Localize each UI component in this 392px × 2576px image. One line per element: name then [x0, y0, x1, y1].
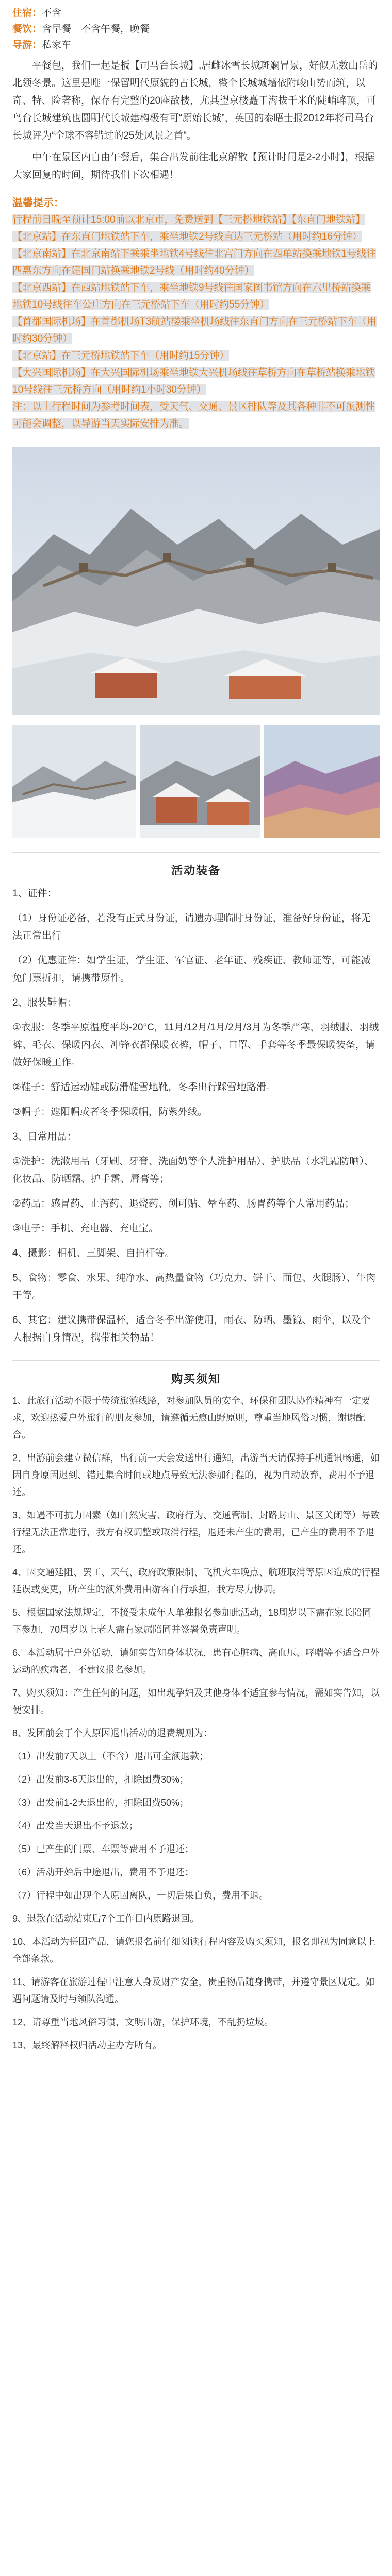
purchase-item: 5、根据国家法规规定，不接受未成年人单独报名参加此活动，18周岁以下需在家长陪同下参加，70周岁以上老人需有家属陪同并签署免责声明。 — [12, 1607, 372, 1635]
refund-rule: （1）出发前7天以上（不含）退出可全额退款； — [12, 1751, 209, 1761]
notice-line-7: 【大兴国际机场】在大兴国际机场乘坐地铁大兴机场线往草桥方向在草桥站换乘地铁10号线往三元桥方向（用时约1小时30分钟） — [12, 367, 375, 395]
photo-thumbnails — [12, 725, 380, 838]
purchase-banner — [12, 1360, 380, 1386]
refund-rule: （3）出发前1-2天退出的，扣除团费50%； — [12, 1798, 189, 1808]
equipment-sub: ③帽子：遮阳帽或者冬季保暖帽，防紫外线。 — [12, 1107, 208, 1117]
equipment-item: 5、食物：零食、水果、纯净水、高热量食物（巧克力、饼干、面包、火腿肠）、牛肉干等。 — [12, 1273, 376, 1301]
equipment-sub: ①衣服：冬季平原温度平均-20°C，11月/12月/1月/2月/3月为冬季严寒，羽绒服、羽绒裤、毛衣、保暖内衣、冲锋衣都保暖衣裤，帽子、口罩、手套等冬季最保暖装备，请做好保暖工作。 — [12, 1022, 379, 1068]
intro-paragraph-1: 平餐包，我们一起是板【司马台长城】,居雌冰雪长城斑斓冒景，好似无数山岳的北领冬景。这里是唯一保留明代原貌的古长城，整个长城城墙依附峻山势而筑，以奇、特、险著称，保存有完整的20座敌楼，尤其望京楼矗于海拔千米的陡峭峰顶，可鸟台长城建筑也圆明代长城建构极有可“原始长城”，英国的泰晤士报2012年将司马台长城评为“全球不容错过的25处风景之首”。 — [12, 60, 378, 141]
info-meals: 餐饮：含早餐｜不含午餐，晚餐 — [12, 24, 150, 35]
refund-rule: （4）出发当天退出不予退款； — [12, 1821, 139, 1831]
notice-line-1: 行程前日晚至预计15:00前以北京市，免费送到【三元桥地铁站】【东直门地铁站】 — [12, 214, 366, 225]
purchase-item: 9、退款在活动结束后7个工作日内原路退回。 — [12, 1913, 200, 1924]
purchase-item: 10、本活动为拼团产品，请您报名前仔细阅读行程内容及购买须知，报名即视为同意以上全部条款。 — [12, 1937, 376, 1964]
equipment-sub: （1）身份证必备，若没有正式身份证，请遗办理临时身份证，准备好身份证，将无法正常出行 — [12, 913, 371, 941]
equipment-banner — [12, 852, 380, 878]
notice-title: 温馨提示： — [12, 197, 64, 209]
equipment-title: 活动装备 — [171, 864, 221, 877]
equipment-sub: （2）优惠证件：如学生证，学生证、军官证、老年证、残疾证、教师证等，可能减免门票折扣，请携带原件。 — [12, 955, 371, 984]
equipment-item: 6、其它：建议携带保温杯，适合冬季出游使用，雨衣、防晒、墨镜、雨伞，以及个人根据自身情况，携带相关物品！ — [12, 1315, 371, 1343]
equipment-sub: ②鞋子：舒适运动鞋或防滑鞋雪地靴，冬季出行踩雪地路滑。 — [12, 1082, 276, 1093]
purchase-item: 13、最终解释权归活动主办方所有。 — [12, 2040, 162, 2050]
great-wall-image — [12, 447, 380, 715]
equipment-item: 3、日常用品： — [12, 1131, 77, 1142]
equipment-sub: ①洗护：洗漱用品（牙刷、牙膏、洗面奶等个人洗护用品）、护肤品（水乳霜防晒）、化妆品、防晒霜、护手霜、唇膏等； — [12, 1156, 374, 1184]
purchase-item: 7、购买须知：产生任何的问题，如出现孕妇及其他身体不适宜参与情况，需如实告知，以便安排。 — [12, 1688, 380, 1715]
purchase-item: 12、请尊重当地风俗习惯，文明出游，保护环境，不乱扔垃圾。 — [12, 2017, 274, 2027]
notice-footer: 注：以上行程时间为参考时间表，受天气、交通、景区排队等及其各种非不可预测性可能会调整，以导游当天实际安排为准。 — [12, 401, 375, 429]
purchase-title: 购买须知 — [171, 1372, 221, 1385]
equipment-item: 1、证件： — [12, 888, 57, 899]
thumb-snow-wall — [12, 725, 136, 838]
info-block — [12, 5, 380, 53]
notice-line-5: 【首都国际机场】在首都机场T3航站楼乘坐机场线往东直门方向在三元桥站下车（用时约30分钟） — [12, 316, 377, 344]
refund-rule: （6）活动开始后中途退出，费用不予退还； — [12, 1867, 194, 1877]
equipment-list — [12, 885, 380, 1347]
equipment-item: 2、服装鞋帽： — [12, 997, 77, 1008]
thumb-colorful-hills — [264, 725, 380, 838]
info-guide: 导游：私家车 — [12, 40, 72, 50]
equipment-sub: ②药品：感冒药、止泻药、退烧药、创可贴、晕车药、肠胃药等个人常用药品； — [12, 1198, 355, 1209]
notice-line-6: 【北京站】在三元桥地铁站下车（用时约15分钟） — [12, 350, 230, 361]
equipment-item: 4、摄影：相机、三脚架、自拍杆等。 — [12, 1248, 175, 1259]
notice-line-4: 【北京西站】在西站地铁站下车，乘坐地铁9号线往国家图书馆方向在六里桥站换乘地铁10号线往车公庄方向在三元桥站下车（用时约55分钟） — [12, 282, 371, 310]
refund-rule: （2）出发前3-6天退出的，扣除团费30%； — [12, 1774, 189, 1785]
refund-rule: （7）行程中如出现个人原因离队，一切后果自负，费用不退。 — [12, 1890, 269, 1901]
equipment-sub: ③电子：手机、充电器、充电宝。 — [12, 1223, 159, 1234]
purchase-item: 4、因交通延阻、罢工、天气、政府政策限制、飞机火车晚点、航班取消等原因造成的行程延误或变更，所产生的额外费用由游客自行承担，我方尽力协调。 — [12, 1567, 380, 1595]
divider — [12, 852, 380, 853]
info-lodging: 住宿：不含 — [12, 8, 62, 19]
purchase-item: 2、出游前会建立微信群，出行前一天会发送出行通知，出游当天请保持手机通讯畅通，如因自身原因迟到、错过集合时间或地点导致无法参加行程的，视为自动放弃，费用不予退还。 — [12, 1453, 380, 1497]
purchase-item: 3、如遇不可抗力因素（如自然灾害、政府行为、交通管制、封路封山、景区关闭等）导致行程无法正常进行，我方有权调整或取消行程，退还未产生的费用，已产生的费用不予退还。 — [12, 1510, 380, 1554]
purchase-list — [12, 1393, 380, 2054]
purchase-item: 6、本活动属于户外活动，请如实告知身体状况，患有心脏病、高血压、哮喘等不适合户外运动的疾病者，不建议报名参加。 — [12, 1648, 380, 1675]
thumb-village — [140, 725, 260, 838]
divider — [12, 1360, 380, 1361]
notice-block — [12, 194, 380, 432]
notice-line-2: 【北京站】在东直门地铁站下车，乘坐地铁2号线直达三元桥站（用时约16分钟） — [12, 231, 362, 242]
notice-line-3: 【北京南站】在北京南站下乘乘坐地铁4号线往北宫门方向在西单站换乘地铁1号线往四惠东方向在建国门站换乘地铁2号线（用时约40分钟） — [12, 248, 377, 276]
purchase-item: 1、此旅行活动不限于传统旅游线路，对参加队员的安全、环保和团队协作精神有一定要求，欢迎热爱户外旅行的朋友参加，请遵循无痕山野原则，尊重当地风俗习惯，谢谢配合。 — [12, 1396, 371, 1440]
intro-paragraph-2: 中午在景区内自由午餐后，集合出发前往北京解散【预计时间是2-2小时】，根据大家回复的时间，期待我们下次相遇！ — [12, 152, 374, 180]
great-wall-photo — [12, 447, 380, 715]
purchase-item: 11、请游客在旅游过程中注意人身及财产安全，贵重物品随身携带，并遵守景区规定。如遇问题请及时与领队沟通。 — [12, 1977, 375, 2004]
purchase-item: 8、发团前会于个人原因退出活动的退费规则为： — [12, 1728, 213, 1738]
refund-rule: （5）已产生的门票、车票等费用不予退还； — [12, 1844, 194, 1854]
